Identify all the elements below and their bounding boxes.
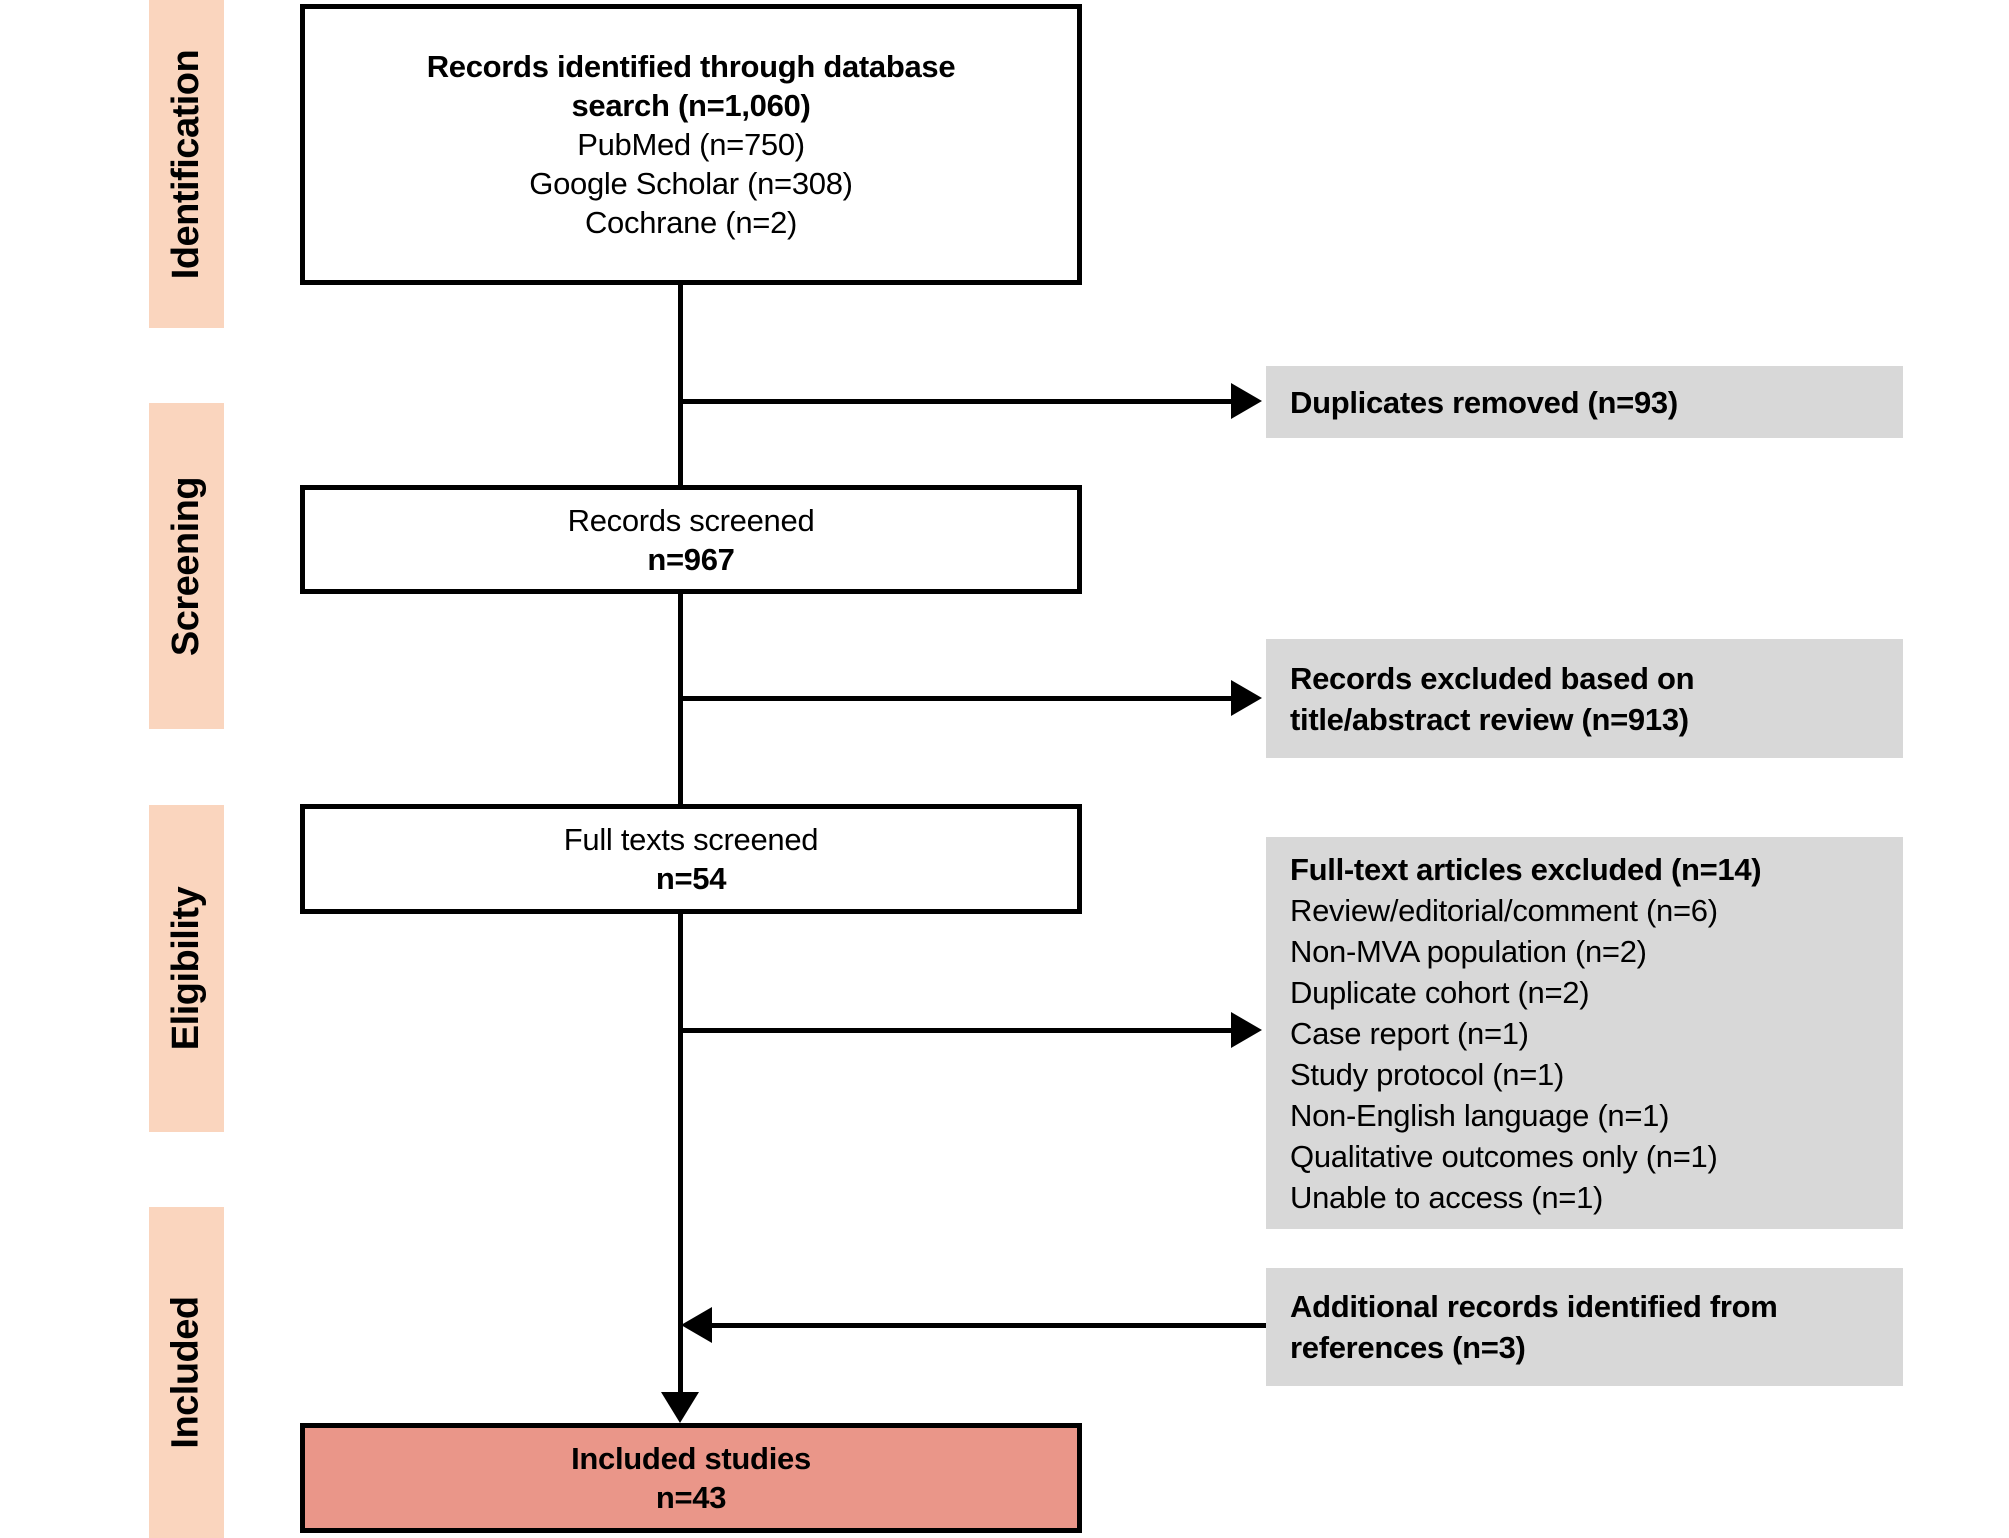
fulltext-excluded-reason: Study protocol (n=1): [1290, 1056, 1565, 1092]
duplicates-removed-label: Duplicates removed (n=93): [1290, 384, 1678, 420]
arrowhead-down-into-included-icon: [661, 1392, 699, 1423]
stage-label-included: Included: [165, 1296, 208, 1449]
fulltext-screened-count: n=54: [655, 861, 727, 896]
arrowhead-fulltext-excluded-icon: [1231, 1012, 1262, 1048]
connector-to-fulltext-excluded: [680, 1028, 1232, 1033]
fulltext-excluded-reason: Non-MVA population (n=2): [1290, 933, 1647, 969]
box-fulltext-articles-excluded: [1266, 837, 1903, 1229]
included-studies-label: Included studies: [571, 1441, 811, 1476]
box-records-identified: [300, 4, 1082, 285]
stage-label-screening: Screening: [165, 476, 208, 656]
additional-records-line2: references (n=3): [1290, 1330, 1526, 1365]
stage-band-included: [149, 1207, 224, 1538]
fulltext-excluded-reason: Duplicate cohort (n=2): [1290, 974, 1590, 1010]
included-studies-count: n=43: [655, 1480, 727, 1515]
fulltext-excluded-reason: Review/editorial/comment (n=6): [1290, 892, 1718, 928]
connector-to-duplicates: [680, 399, 1232, 404]
arrowhead-duplicates-icon: [1231, 383, 1262, 419]
fulltext-excluded-title: Full-text articles excluded (n=14): [1290, 851, 1762, 887]
stage-label-eligibility: Eligibility: [165, 886, 207, 1051]
fulltext-excluded-reason: Qualitative outcomes only (n=1): [1290, 1138, 1718, 1174]
box-records-screened: [300, 485, 1082, 594]
records-identified-title-line2: search (n=1,060): [571, 88, 811, 123]
fulltext-excluded-reason: Case report (n=1): [1290, 1015, 1529, 1051]
records-screened-count: n=967: [647, 541, 735, 577]
records-identified-source-cochrane: Cochrane (n=2): [584, 205, 798, 240]
box-additional-records: [1266, 1268, 1903, 1386]
records-identified-source-pubmed: PubMed (n=750): [577, 127, 805, 162]
stage-band-eligibility: [149, 805, 224, 1132]
arrowhead-records-excluded-icon: [1231, 680, 1262, 716]
connector-from-additional-records: [710, 1323, 1266, 1328]
records-excluded-line2: title/abstract review (n=913): [1290, 701, 1689, 737]
box-fulltext-screened: [300, 804, 1082, 914]
records-identified-title-line1: Records identified through database: [426, 49, 956, 84]
stage-band-screening: [149, 403, 224, 729]
box-duplicates-removed: [1266, 366, 1903, 438]
box-records-excluded-title-abstract: [1266, 639, 1903, 758]
connector-to-records-excluded: [680, 696, 1232, 701]
box-included-studies: [300, 1423, 1082, 1533]
fulltext-excluded-reason: Non-English language (n=1): [1290, 1097, 1670, 1133]
records-identified-source-google-scholar: Google Scholar (n=308): [529, 166, 853, 201]
stage-band-identification: [149, 0, 224, 328]
records-excluded-line1: Records excluded based on: [1290, 660, 1695, 696]
additional-records-line1: Additional records identified from: [1290, 1289, 1778, 1324]
records-screened-label: Records screened: [567, 502, 815, 538]
fulltext-screened-label: Full texts screened: [563, 822, 819, 857]
stage-label-identification: Identification: [165, 49, 208, 279]
connector-identified-to-screened: [678, 285, 683, 485]
arrowhead-additional-records-icon: [681, 1307, 712, 1343]
fulltext-excluded-reason: Unable to access (n=1): [1290, 1179, 1604, 1215]
